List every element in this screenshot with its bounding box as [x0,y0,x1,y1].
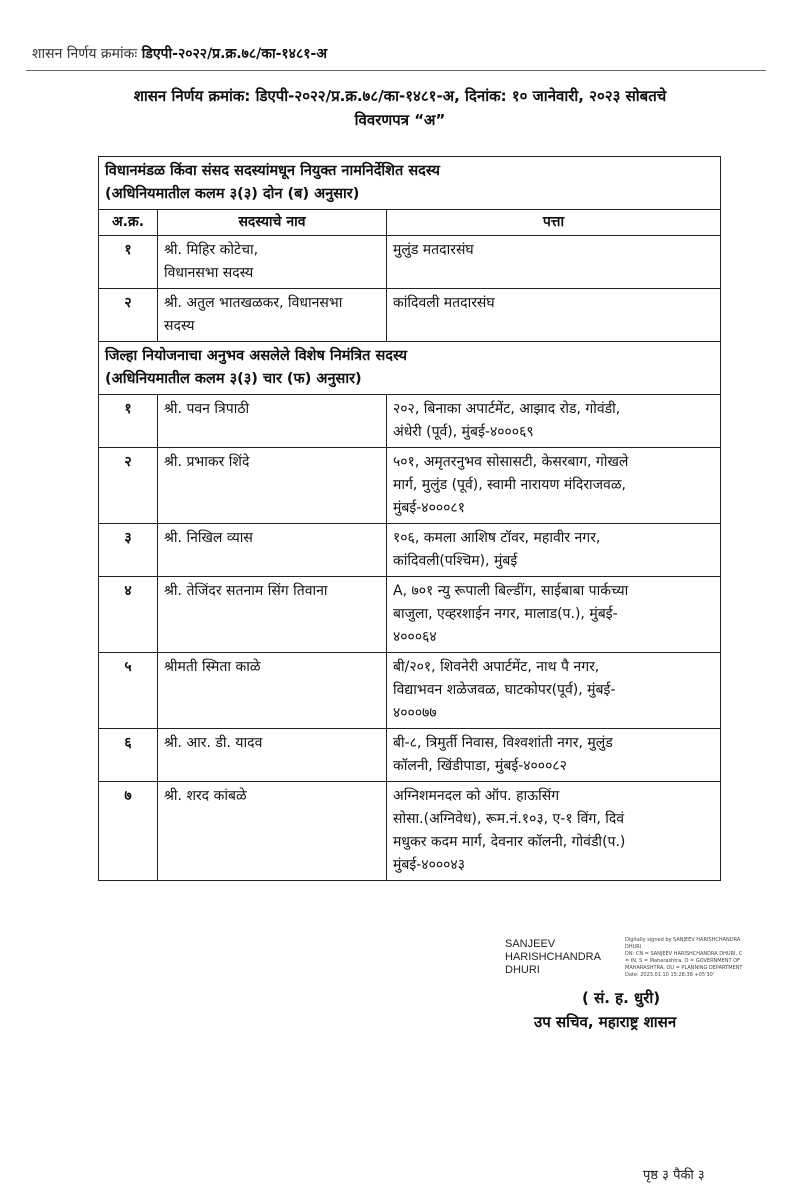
address-line: विद्याभवन शळेजवळ, घाटकोपर(पूर्व), मुंबई- [393,682,616,698]
address-line: मुंबई-४०००८१ [393,500,465,516]
serial-number-cell: ६ [99,729,158,782]
document-header [32,44,327,63]
member-name-cell [158,395,387,448]
section-subheading: (अधिनियमातील कलम ३(३) दोन (ब) अनुसार) [105,186,360,202]
address-cell [387,448,721,524]
digital-signature-line: DN: CN = SANJEEV HARISHCHANDRA DHURI, C [625,951,743,957]
member-name-line: श्री. तेजिंदर सतनाम सिंग तिवाना [164,583,328,599]
table-row [99,236,721,289]
address-line: अग्निशमनदल को ऑप. हाऊसिंग [393,788,560,804]
section-heading-row [99,157,721,210]
serial-number-cell: ३ [99,524,158,577]
address-line: मार्ग, मुलुंड (पूर्व), स्वामी नारायण मंदिराजवळ, [393,477,626,493]
title-line-1: शासन निर्णय क्रमांक: डिएपी-२०२२/प्र.क्र.७८/का-१४८१-अ, दिनांक: १० जानेवारी, २०२३ सोबतचे [133,87,667,105]
signature-name-block [505,938,601,977]
table-row [99,653,721,729]
table-row [99,782,721,881]
members-table [98,156,721,881]
serial-number-cell: २ [99,289,158,342]
address-line: बी-८, त्रिमुर्ती निवास, विश्वशांती नगर, मुलुंड [393,735,613,751]
section-heading-cell [99,342,721,395]
member-name-line: श्री. निखिल व्यास [164,530,253,546]
address-cell [387,395,721,448]
member-name-cell [158,729,387,782]
column-header-member-name: सदस्याचे नाव [158,210,387,236]
column-header-sr-no: अ.क्र. [99,210,158,236]
address-line: A, ७०१ न्यु रूपाली बिल्डींग, साईबाबा पार्कच्या [393,583,629,599]
member-name-cell [158,653,387,729]
member-name-cell [158,577,387,653]
digital-signature-line: MAHARASHTRA, OU = PLANNING DEPARTMENT [625,965,743,971]
serial-number-cell: ७ [99,782,158,881]
serial-number-cell: ५ [99,653,158,729]
section-heading: जिल्हा नियोजनाचा अनुभव असलेले विशेष निमंत्रित सदस्य [105,348,408,364]
page-number: पृष्ठ ३ पैकी ३ [643,1168,705,1183]
digital-signature-line: = IN, S = Maharashtra, O = GOVERNMENT OF [625,958,740,964]
digital-signature-line: Date: 2023.01.10 15:28:38 +05'30' [625,972,715,978]
table-row [99,289,721,342]
column-header-row [99,210,721,236]
header-divider [26,70,766,71]
officer-name: ( सं. ह. धुरी) [582,989,661,1007]
address-cell [387,577,721,653]
member-name-cell [158,782,387,881]
title-line-2: विवरणपत्र “अ” [354,111,446,129]
table-row [99,577,721,653]
member-name-line: श्री. आर. डी. यादव [164,735,263,751]
header-label: शासन निर्णय क्रमांकः [32,46,138,62]
digital-signature-details [625,937,775,979]
member-name-line: श्री. पवन त्रिपाठी [164,401,250,417]
member-name-cell [158,289,387,342]
signature-name-line: SANJEEV [505,938,556,950]
member-name-cell [158,236,387,289]
header-gr-number: डिएपी-२०२२/प्र.क्र.७८/का-१४८१-अ [141,46,328,62]
officer-designation: उप सचिव, महाराष्ट्र शासन [534,1013,677,1031]
address-cell [387,729,721,782]
address-line: अंधेरी (पूर्व), मुंबई-४०००६९ [393,424,534,440]
member-name-line: विधानसभा सदस्य [164,265,254,281]
member-name-line: सदस्य [164,318,195,334]
member-name-cell [158,448,387,524]
member-name-line: श्री. प्रभाकर शिंदे [164,454,250,470]
address-line: सोसा.(अग्निवेध), रूम.नं.१०३, ए-१ विंग, दिवं [393,811,625,827]
signature-name-line: DHURI [505,964,540,976]
address-line: ५०१, अमृतरनुभव सोसासटी, केसरबाग, गोखले [393,454,629,470]
address-cell [387,653,721,729]
address-line: कांदिवली मतदारसंघ [393,295,495,311]
address-cell [387,236,721,289]
address-line: मुलुंड मतदारसंघ [393,242,474,258]
member-name-line: श्रीमती स्मिता काळे [164,659,261,675]
column-header-address: पत्ता [387,210,721,236]
address-line: कॉलनी, खिंडीपाडा, मुंबई-४०००८२ [393,758,567,774]
serial-number-cell: १ [99,236,158,289]
serial-number-cell: १ [99,395,158,448]
address-line: ४०००७७ [393,705,437,721]
member-name-cell [158,524,387,577]
serial-number-cell: २ [99,448,158,524]
signature-name-line: HARISHCHANDRA [505,951,601,963]
address-line: कांदिवली(पश्चिम), मुंबई [393,553,518,569]
digital-signature-line: DHURI [625,944,642,950]
member-name-line: श्री. मिहिर कोटेचा, [164,242,259,258]
address-line: ४०००६४ [393,629,437,645]
serial-number-cell: ४ [99,577,158,653]
address-line: मधुकर कदम मार्ग, देवनार कॉलनी, गोवंडी(प.) [393,834,626,850]
address-cell [387,524,721,577]
address-line: २०२, बिनाका अपार्टमेंट, आझाद रोड, गोवंडी, [393,401,621,417]
address-line: १०६, कमला आशिष टॉवर, महावीर नगर, [393,530,601,546]
address-line: बाजुला, एव्हरशाईन नगर, मालाड(प.), मुंबई- [393,606,618,622]
document-title [80,84,720,132]
section-heading-row [99,342,721,395]
address-cell [387,289,721,342]
address-cell [387,782,721,881]
member-name-line: श्री. अतुल भातखळकर, विधानसभा [164,295,343,311]
section-subheading: (अधिनियमातील कलम ३(३) चार (फ) अनुसार) [105,371,362,387]
address-line: बी/२०१, शिवनेरी अपार्टमेंट, नाथ पै नगर, [393,659,600,675]
section-heading-cell [99,157,721,210]
address-line: मुंबई-४०००४३ [393,857,465,873]
table-row [99,395,721,448]
member-name-line: श्री. शरद कांबळे [164,788,247,804]
digital-signature-line: Digitally signed by SANJEEV HARISHCHANDRA [625,937,741,943]
table-row [99,524,721,577]
section-heading: विधानमंडळ किंवा संसद सदस्यांमधून नियुक्त नामनिर्देशित सदस्य [105,163,440,179]
table-row [99,729,721,782]
table-row [99,448,721,524]
